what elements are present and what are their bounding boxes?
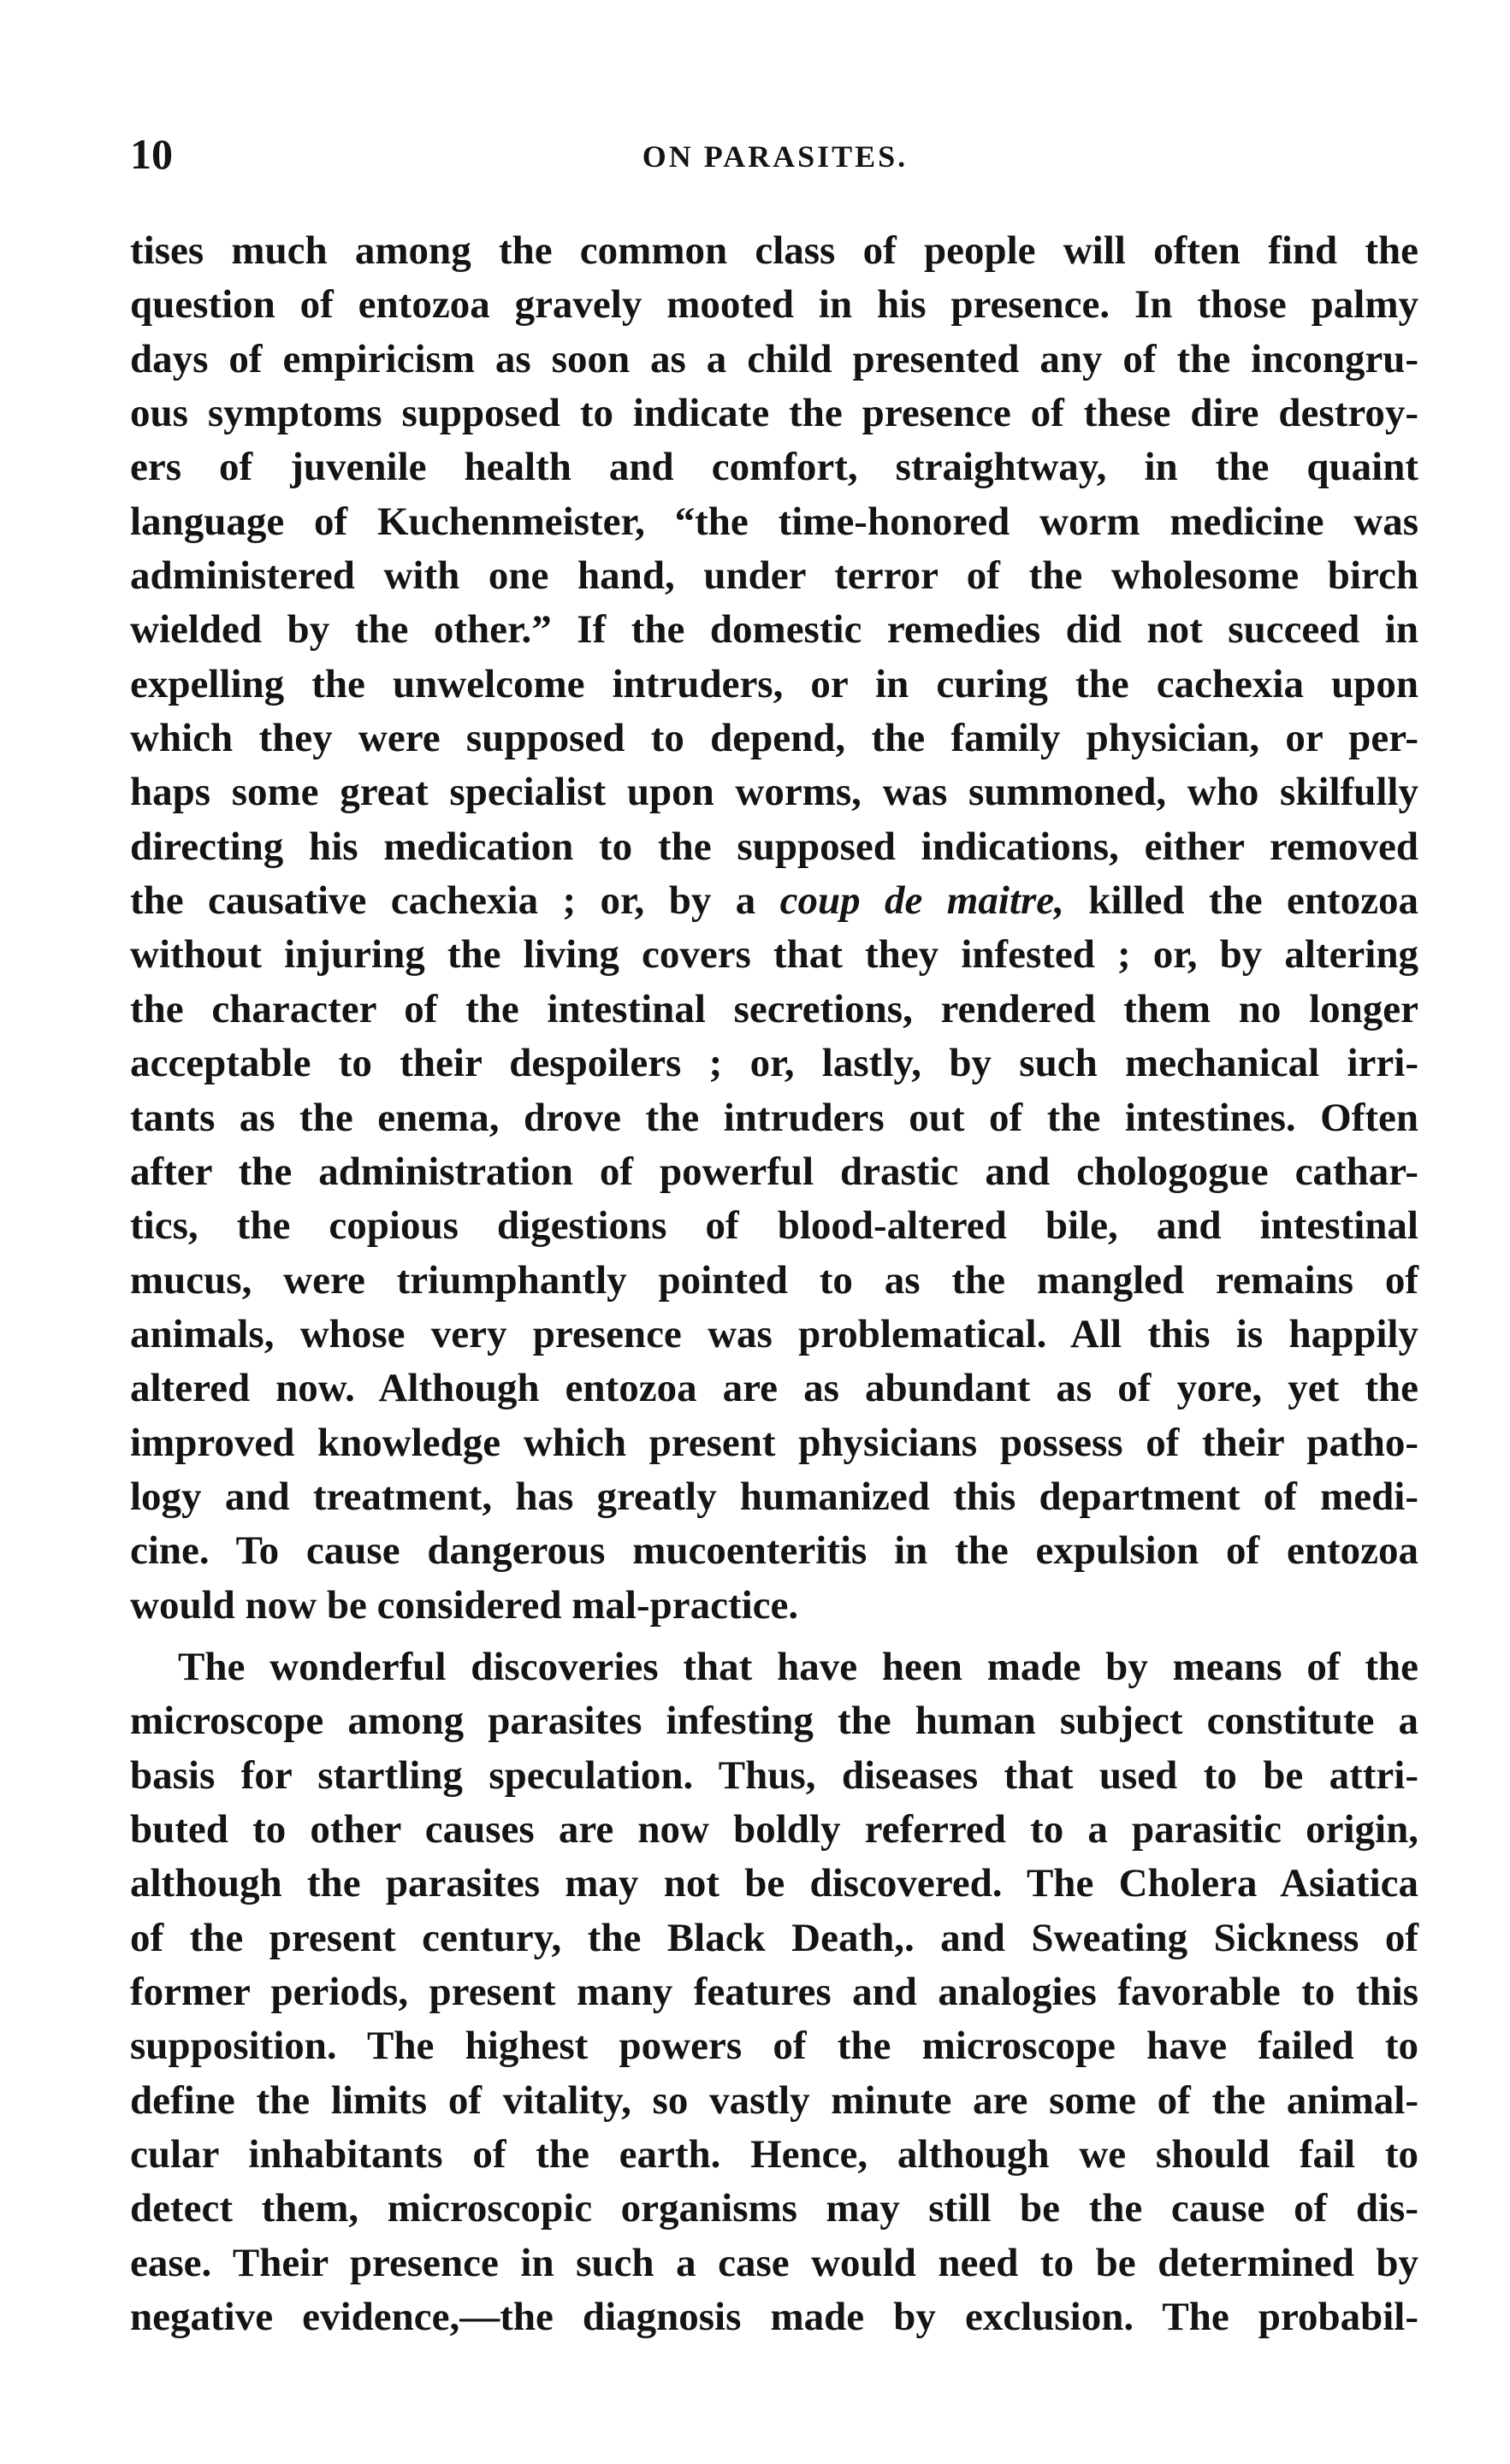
- text-line: administered with one hand, under terror of the wholesome birch: [130, 553, 1418, 599]
- text-line: expelling the unwelcome intruders, or in curing the cachexia upon: [130, 661, 1418, 706]
- text-line: tants as the enema, drove the intruders out of the intestines. Often: [130, 1095, 1418, 1140]
- text-line: buted to other causes are now boldly referred to a parasitic origin,: [130, 1806, 1418, 1852]
- text-line: which they were supposed to depend, the family physician, or per-: [130, 716, 1418, 761]
- text-line: ous symptoms supposed to indicate the presence of these dire destroy-: [130, 391, 1418, 436]
- text-line: ers of juvenile health and comfort, straightway, in the quaint: [130, 445, 1418, 490]
- text-line: basis for startling speculation. Thus, diseases that used to be attri-: [130, 1752, 1418, 1798]
- running-head: ON PARASITES.: [642, 139, 909, 174]
- text-line: days of empiricism as soon as a child presented any of the incongru-: [130, 336, 1418, 381]
- text-line: would now be considered mal-practice.: [130, 1582, 799, 1628]
- text-line: without injuring the living covers that they infested ; or, by altering: [130, 932, 1418, 978]
- paragraph-2: [130, 1640, 1418, 2344]
- text-line: wielded by the other.” If the domestic remedies did not succeed in: [130, 607, 1418, 653]
- text-fragment: killed the entozoa: [1063, 878, 1418, 924]
- text-line: former periods, present many features and analogies favorable to this: [130, 1970, 1418, 2014]
- text-line: mucus, were triumphantly pointed to as the mangled remains of: [130, 1257, 1418, 1303]
- text-line: cular inhabitants of the earth. Hence, although we should fail to: [130, 2132, 1418, 2177]
- text-line: of the present century, the Black Death,. and Sweating Sickness of: [130, 1915, 1418, 1960]
- text-line: language of Kuchenmeister, “the time-honored worm medicine was: [130, 499, 1418, 544]
- paragraph-1: [130, 224, 1418, 1633]
- text-line: animals, whose very presence was problematical. All this is happily: [130, 1311, 1418, 1356]
- text-line: improved knowledge which present physicians possess of their patho-: [130, 1420, 1418, 1465]
- text-line: negative evidence,—the diagnosis made by exclusion. The probabil-: [130, 2295, 1418, 2340]
- italic-phrase: coup de maitre,: [779, 878, 1064, 924]
- text-line: acceptable to their despoilers ; or, lastly, by such mechanical irri-: [130, 1041, 1418, 1086]
- page-number: 10: [130, 130, 173, 178]
- text-line: after the administration of powerful drastic and chologogue cathar-: [130, 1149, 1418, 1194]
- text-line: define the limits of vitality, so vastly minute are some of the animal-: [130, 2077, 1418, 2123]
- text-line: logy and treatment, has greatly humanized this department of medi-: [130, 1474, 1418, 1519]
- text-line: tics, the copious digestions of blood-altered bile, and intestinal: [130, 1203, 1418, 1249]
- page-header: [130, 128, 1420, 180]
- text-fragment: the causative cachexia ; or, by a: [130, 878, 780, 924]
- text-line: although the parasites may not be discovered. The Cholera Asiatica: [130, 1861, 1418, 1906]
- text-line: question of entozoa gravely mooted in his presence. In those palmy: [130, 282, 1418, 328]
- text-line: ease. Their presence in such a case would need to be determined by: [130, 2240, 1418, 2285]
- text-line: detect them, microscopic organisms may still be the cause of dis-: [130, 2186, 1418, 2231]
- text-line: haps some great specialist upon worms, was summoned, who skilfully: [130, 770, 1418, 815]
- body-text: [130, 224, 1418, 2344]
- text-line: tises much among the common class of people will often find the: [130, 228, 1418, 273]
- text-line: directing his medication to the supposed indications, either removed: [130, 824, 1418, 869]
- text-line: cine. To cause dangerous mucoenteritis in the expulsion of entozoa: [130, 1528, 1418, 1574]
- text-line: The wonderful discoveries that have heen made by means of the: [178, 1644, 1418, 1689]
- text-line-with-italic: [130, 874, 1418, 928]
- text-line: the character of the intestinal secretions, rendered them no longer: [130, 986, 1418, 1031]
- text-line: microscope among parasites infesting the human subject constitute a: [130, 1699, 1418, 1744]
- text-line: altered now. Although entozoa are as abundant as of yore, yet the: [130, 1366, 1418, 1411]
- text-line: supposition. The highest powers of the microscope have failed to: [130, 2024, 1418, 2069]
- paragraph-gap: [130, 1633, 1418, 1640]
